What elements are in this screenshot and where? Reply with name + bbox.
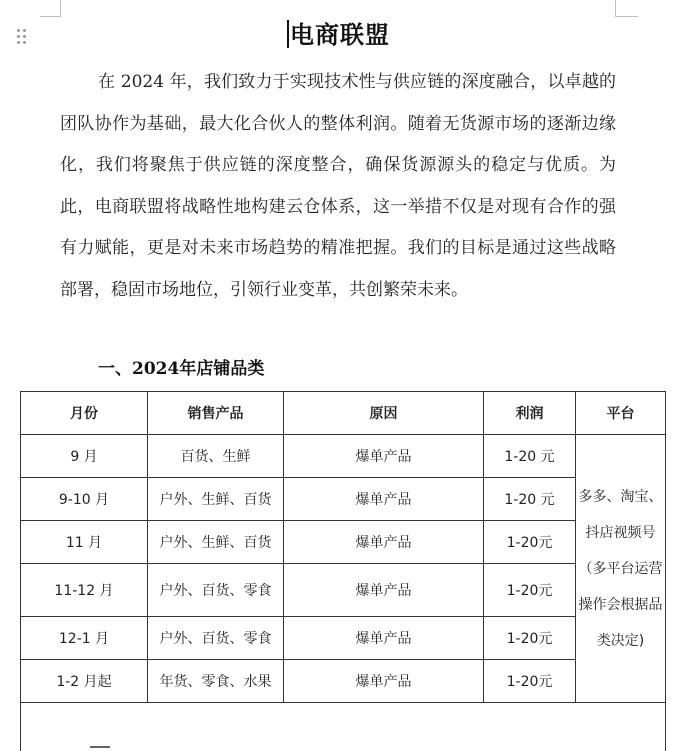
cell-reason[interactable]: 爆单产品 (284, 435, 484, 478)
cell-product[interactable]: 百货、生鲜 (148, 435, 284, 478)
cell-product[interactable]: 户外、百货、零食 (148, 617, 284, 660)
page-corner-mark-right (615, 0, 638, 17)
cell-month[interactable]: 9-10 月 (21, 478, 148, 521)
table-row (21, 617, 666, 660)
table-row (21, 435, 666, 478)
intro-paragraph[interactable]: 在 2024 年，我们致力于实现技术性与供应链的深度融合，以卓越的团队协作为基础，最大化合伙人的整体利润。随着无货源市场的逐渐边缘化，我们将聚焦于供应链的深度整合，确保货源源头的稳定与优质。为此，电商联盟将战略性地构建云仓体系，这一举措不仅是对现有合作的强有力赋能，更是对未来市场趋势的精准把握。我们的目标是通过这些战略部署，稳固市场地位，引领行业变革，共创繁荣未来。 (60, 72, 616, 300)
cell-month[interactable]: 9 月 (21, 435, 148, 478)
cell-blank[interactable] (21, 703, 666, 751)
header-platform: 平台 (576, 392, 666, 435)
cell-product[interactable]: 户外、生鲜、百货 (148, 521, 284, 564)
header-month: 月份 (21, 392, 148, 435)
cell-product[interactable]: 户外、百货、零食 (148, 564, 284, 617)
cell-month[interactable]: 11 月 (21, 521, 148, 564)
cell-month[interactable]: 1-2 月起 (21, 660, 148, 703)
header-reason: 原因 (284, 392, 484, 435)
cell-reason[interactable]: 爆单产品 (284, 564, 484, 617)
cell-reason[interactable]: 爆单产品 (284, 521, 484, 564)
store-category-table[interactable] (20, 391, 666, 751)
text-cursor (287, 20, 289, 48)
next-line-fragment (90, 746, 110, 748)
page-corner-mark-left (40, 0, 61, 17)
cell-reason[interactable]: 爆单产品 (284, 478, 484, 521)
document-title-text: 电商联盟 (290, 20, 390, 49)
cell-profit[interactable]: 1-20元 (484, 617, 576, 660)
table-row (21, 521, 666, 564)
cell-profit[interactable]: 1-20 元 (484, 435, 576, 478)
table-header-row (21, 392, 666, 435)
cell-profit[interactable]: 1-20元 (484, 564, 576, 617)
table-row (21, 660, 666, 703)
table-row (21, 564, 666, 617)
header-profit: 利润 (484, 392, 576, 435)
header-product: 销售产品 (148, 392, 284, 435)
cell-platform[interactable]: 多多、淘宝、抖店视频号（多平台运营操作会根据品类决定) (576, 435, 666, 703)
cell-month[interactable]: 11-12 月 (21, 564, 148, 617)
cell-profit[interactable]: 1-20 元 (484, 478, 576, 521)
cell-profit[interactable]: 1-20元 (484, 521, 576, 564)
cell-reason[interactable]: 爆单产品 (284, 617, 484, 660)
table-blank-row (21, 703, 666, 751)
table-row (21, 478, 666, 521)
section-heading[interactable]: 一、2024年店铺品类 (98, 359, 265, 379)
document-title[interactable] (0, 18, 677, 52)
cell-product[interactable]: 户外、生鲜、百货 (148, 478, 284, 521)
cell-product[interactable]: 年货、零食、水果 (148, 660, 284, 703)
cell-month[interactable]: 12-1 月 (21, 617, 148, 660)
cell-profit[interactable]: 1-20元 (484, 660, 576, 703)
cell-reason[interactable]: 爆单产品 (284, 660, 484, 703)
